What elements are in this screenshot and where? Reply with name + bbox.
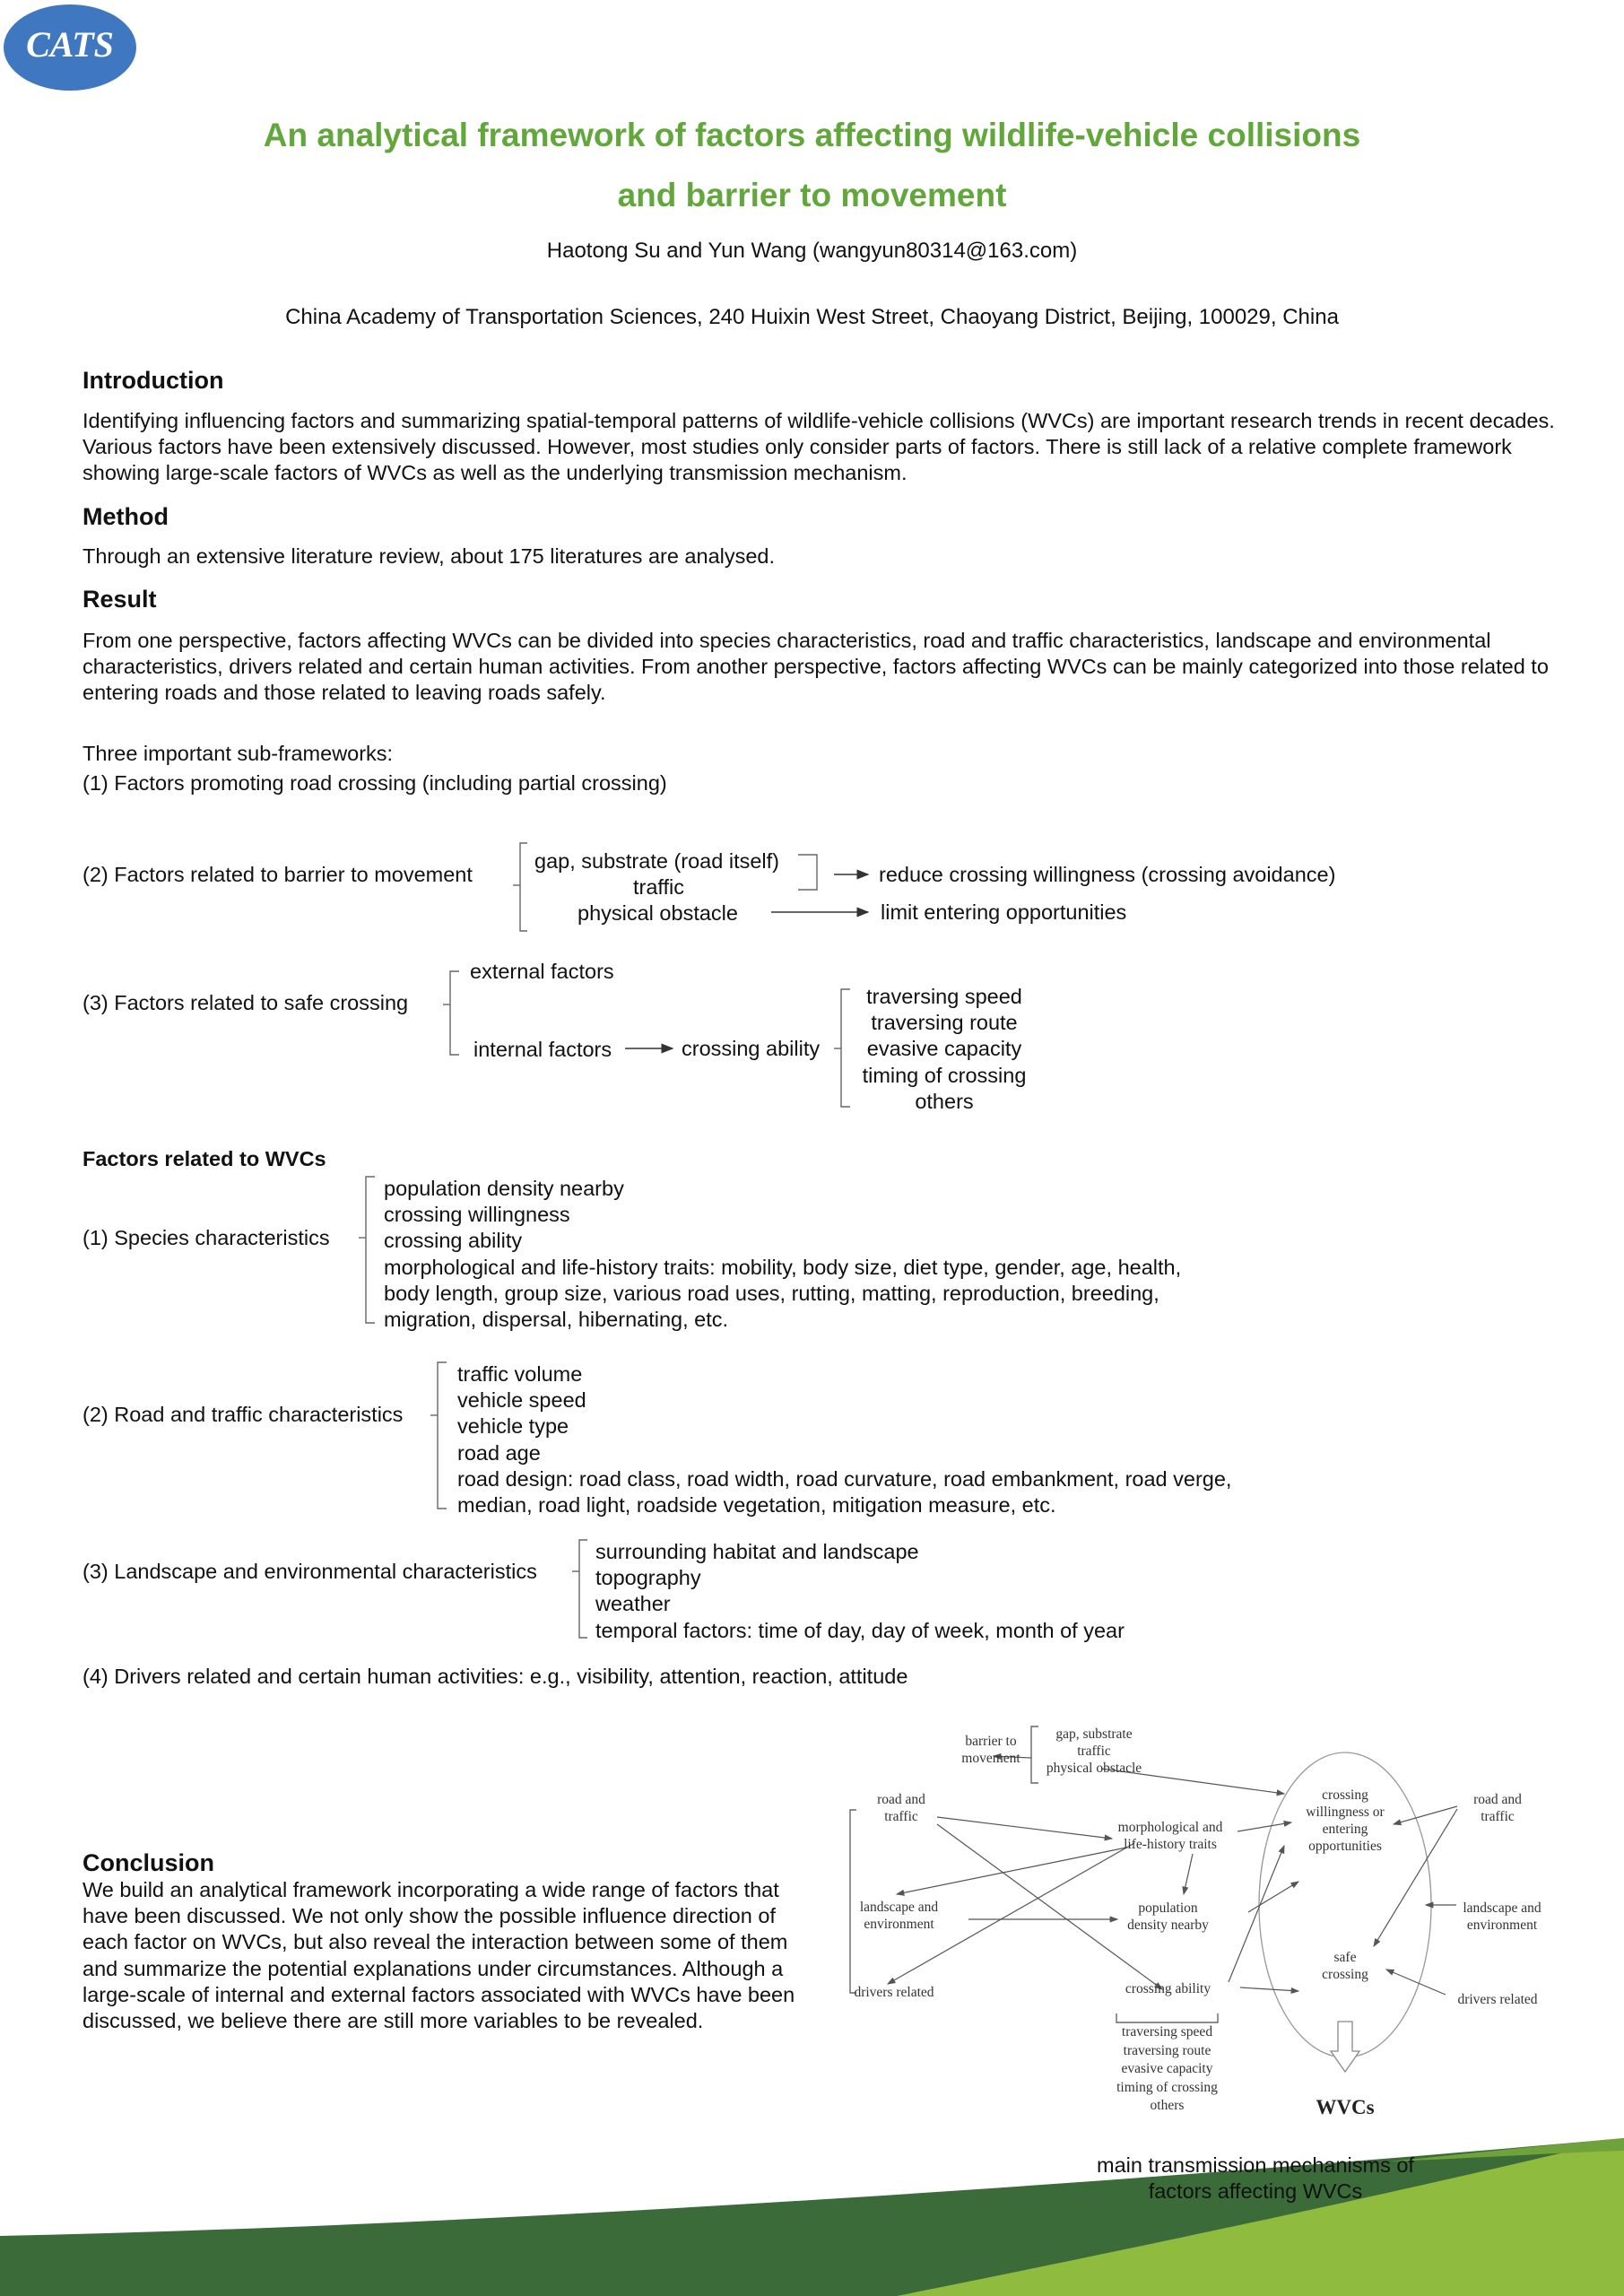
arrow: [1240, 1987, 1298, 1991]
subframework-3-label: (3) Factors related to safe crossing: [83, 991, 409, 1014]
node-line: road and: [877, 1792, 925, 1807]
node-line: landscape and: [1463, 1900, 1541, 1916]
node-line: morphological and: [1117, 1820, 1223, 1835]
barrier-outcome-avoidance: reduce crossing willingness (crossing avoidance): [879, 863, 1336, 886]
drivers-left-node: drivers related: [854, 1985, 934, 2000]
population-density-node: [1121, 1900, 1215, 1934]
road-item: road age: [457, 1440, 541, 1465]
arrow: [937, 1817, 1112, 1839]
node-line: traversing speed: [1121, 2024, 1213, 2039]
node-line: traversing route: [1123, 2042, 1211, 2058]
caption-line: main transmission mechanisms of: [1097, 2153, 1414, 2177]
ability-items-node: [1112, 2023, 1222, 2116]
svg-text:CATS: CATS: [26, 24, 114, 65]
node-line: environment: [1466, 1918, 1538, 1933]
arrow: [1238, 1822, 1291, 1831]
result-text: From one perspective, factors affecting WVCs can be divided into species characteristics, road and traffic characteristics, landscape and environmental characteristics, drivers related and certain human activities. From another perspective, factors affecting WVCs can be mainly categorized into those related to entering roads and those related to leaving roads safely.: [83, 629, 1549, 704]
node-line: traffic: [1481, 1809, 1515, 1824]
wvcs-label: WVCs: [1316, 2096, 1375, 2118]
node-line: traffic: [884, 1809, 918, 1824]
node-line: physical obstacle: [1046, 1761, 1142, 1776]
node-line: timing of crossing: [1116, 2079, 1218, 2095]
method-text: Through an extensive literature review, about 175 literatures are analysed.: [83, 544, 776, 568]
conclusion-line: have been discussed. We not only show the possible influence direction of: [83, 1904, 776, 1928]
node-line: willingness or: [1306, 1805, 1385, 1820]
node-line: entering: [1322, 1822, 1368, 1837]
barrier-item-gap: gap, substrate (road itself): [534, 849, 779, 873]
internal-factors: internal factors: [473, 1038, 612, 1061]
crossing-ability: crossing ability: [682, 1037, 821, 1060]
drivers-right-node: drivers related: [1457, 1992, 1538, 2007]
conclusion-line: discussed, we believe there are still more variables to be revealed.: [83, 2009, 704, 2033]
species-item: crossing ability: [384, 1229, 523, 1253]
barrier-node: [951, 1733, 1031, 1767]
result-heading: Result: [83, 586, 157, 613]
arrow: [1229, 1846, 1284, 1982]
arrow: [897, 1848, 1126, 1894]
landscape-label: (3) Landscape and environmental characteristics: [83, 1560, 537, 1583]
safe-item: evasive capacity: [866, 1037, 1022, 1061]
arrow: [1184, 1854, 1193, 1894]
node-line: safe: [1333, 1950, 1357, 1965]
conclusion-heading: Conclusion: [83, 1849, 214, 1876]
species-label: (1) Species characteristics: [83, 1226, 330, 1249]
barrier-item-traffic: traffic: [633, 875, 685, 899]
gap-node: [1040, 1726, 1148, 1777]
safe-item: timing of crossing: [862, 1063, 1027, 1087]
node-line: population: [1138, 1900, 1198, 1916]
landscape-right-node: [1453, 1900, 1551, 1934]
road-traffic-right-node: [1457, 1791, 1538, 1825]
external-factors: external factors: [470, 960, 614, 983]
subframework-2-label: (2) Factors related to barrier to movement: [83, 863, 473, 886]
road-item: vehicle type: [457, 1414, 569, 1439]
safe-item: traversing route: [871, 1011, 1018, 1035]
authors: Haotong Su and Yun Wang (wangyun80314@163.com): [546, 239, 1078, 263]
arrow: [1248, 1882, 1298, 1912]
gap-bracket: [1031, 1726, 1038, 1783]
road-item: median, road light, roadside vegetation, mitigation measure, etc.: [457, 1493, 1056, 1518]
subframework-1: (1) Factors promoting road crossing (including partial crossing): [83, 771, 667, 795]
title-line-2: and barrier to movement: [617, 177, 1007, 213]
node-line: traffic: [1077, 1744, 1111, 1759]
method-heading: Method: [83, 503, 169, 530]
factors-heading: Factors related to WVCs: [83, 1147, 326, 1170]
landscape-item: topography: [595, 1566, 701, 1590]
down-arrow-icon: [1331, 2022, 1359, 2072]
morph-node: [1103, 1819, 1238, 1853]
road-item: traffic volume: [457, 1362, 583, 1386]
species-item: body length, group size, various road uses, rutting, matting, reproduction, breeding,: [384, 1281, 1159, 1305]
species-item: migration, dispersal, hibernating, etc.: [384, 1308, 729, 1332]
road-label: (2) Road and traffic characteristics: [83, 1403, 404, 1426]
safe-item: traversing speed: [866, 985, 1022, 1008]
drivers-factor: (4) Drivers related and certain human activities: e.g., visibility, attention, reaction, attitude: [83, 1665, 908, 1688]
introduction-heading: Introduction: [83, 367, 224, 394]
road-traffic-left-node: [861, 1791, 942, 1825]
road-item: road design: road class, road width, road curvature, road embankment, road verge,: [457, 1466, 1232, 1491]
node-line: road and: [1473, 1792, 1522, 1807]
node-line: gap, substrate: [1055, 1726, 1133, 1742]
title-line-1: An analytical framework of factors affecting wildlife-vehicle collisions: [263, 117, 1361, 153]
node-line: landscape and: [859, 1900, 939, 1915]
node-line: environment: [864, 1917, 934, 1932]
species-item: population density nearby: [384, 1177, 624, 1200]
node-line: others: [1150, 2098, 1185, 2113]
affiliation: China Academy of Transportation Sciences, 240 Huixin West Street, Chaoyang District, Beijing, 100029, China: [285, 305, 1339, 329]
landscape-item: weather: [595, 1592, 671, 1616]
landscape-item: temporal factors: time of day, day of week, month of year: [595, 1618, 1125, 1642]
crossing-willingness-node: [1287, 1787, 1403, 1855]
node-line: barrier to: [965, 1734, 1017, 1749]
node-line: density nearby: [1127, 1918, 1209, 1933]
safe-item: others: [915, 1089, 974, 1113]
species-item: morphological and life-history traits: mobility, body size, diet type, gender, age, health,: [384, 1255, 1182, 1279]
conclusion-line: We build an analytical framework incorporating a wide range of factors that: [83, 1878, 779, 1901]
diagram-caption: [1067, 2152, 1444, 2205]
crossing-ability-node: crossing ability: [1125, 1981, 1211, 1996]
caption-line: factors affecting WVCs: [1148, 2179, 1363, 2203]
introduction-text: Identifying influencing factors and summarizing spatial-temporal patterns of wildlife-vehicle collisions (WVCs) are important research trends in recent decades. Various factors have been extensively discussed. However, most studies only consider parts of factors. There is still lack of a relative complete framework showing large-scale factors of WVCs as well as the underlying transmission mechanism.: [83, 409, 1555, 484]
node-line: opportunities: [1308, 1839, 1382, 1854]
conclusion-line: each factor on WVCs, but also reveal the interaction between some of them: [83, 1930, 788, 1954]
conclusion-line: and summarize the potential explanations under circumstances. Although a: [83, 1956, 784, 1980]
node-line: movement: [961, 1751, 1020, 1766]
conclusion-line: large-scale of internal and external factors associated with WVCs have been: [83, 1982, 795, 2006]
barrier-outcome-opportunities: limit entering opportunities: [881, 900, 1127, 924]
landscape-item: surrounding habitat and landscape: [595, 1540, 919, 1563]
species-item: crossing willingness: [384, 1203, 570, 1227]
safe-crossing-node: [1309, 1949, 1381, 1983]
landscape-left-node: [852, 1899, 946, 1933]
subframeworks-intro: Three important sub-frameworks:: [83, 742, 394, 765]
node-line: life-history traits: [1124, 1837, 1217, 1852]
node-line: evasive capacity: [1121, 2061, 1213, 2076]
barrier-item-obstacle: physical obstacle: [578, 901, 738, 925]
ability-items-bracket: [1116, 2013, 1218, 2022]
road-item: vehicle speed: [457, 1388, 586, 1413]
node-line: crossing: [1322, 1967, 1368, 1982]
node-line: crossing: [1322, 1787, 1368, 1803]
